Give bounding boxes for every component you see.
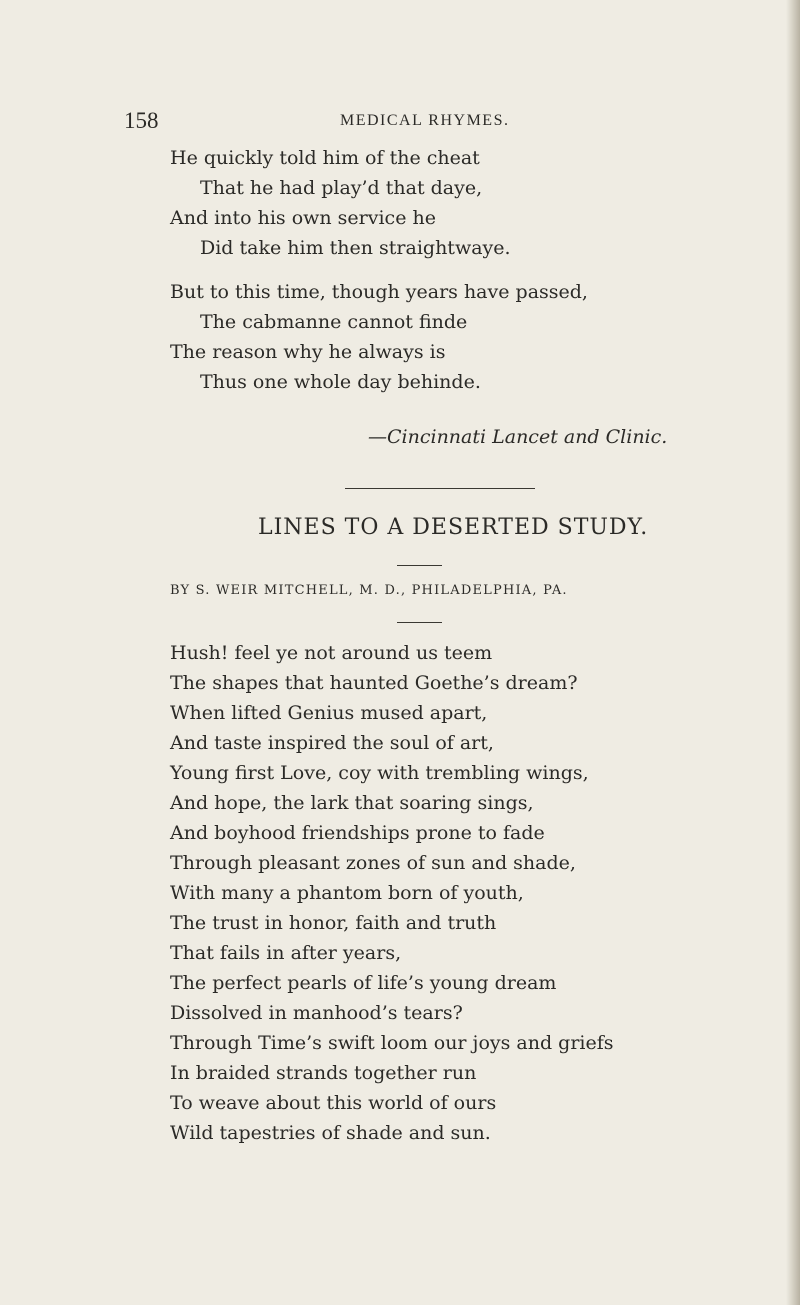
poem-line: Through Time’s swift loom our joys and griefs [170, 1032, 614, 1054]
poem-line: Dissolved in manhood’s tears? [170, 1002, 463, 1024]
poem-line: And hope, the lark that soaring sings, [170, 792, 534, 814]
poem-line: That fails in after years, [170, 942, 402, 964]
poem-line: To weave about this world of ours [170, 1092, 497, 1114]
poem-line: Did take him then straightwaye. [200, 237, 511, 259]
author-byline: BY S. WEIR MITCHELL, M. D., PHILADELPHIA, PA. [170, 583, 568, 598]
poem-line: Through pleasant zones of sun and shade, [170, 852, 576, 874]
poem-line: But to this time, though years have passed, [170, 281, 588, 303]
poem-line: The cabmanne cannot finde [200, 311, 468, 333]
poem-line: Hush! feel ye not around us teem [170, 642, 493, 664]
page-number: 158 [124, 108, 159, 133]
poem-body [170, 638, 614, 1148]
page-edge-shadow [786, 0, 800, 1305]
poem-line: With many a phantom born of youth, [170, 882, 524, 904]
poem-line: In braided strands together run [170, 1062, 477, 1084]
poem-line: Young first Love, coy with trembling wings, [170, 762, 589, 784]
poem-line: That he had play’d that daye, [200, 177, 483, 199]
poem-line: The reason why he always is [170, 341, 446, 363]
poem-line: The shapes that haunted Goethe’s dream? [170, 672, 578, 694]
poem-line: And boyhood friendships prone to fade [170, 822, 545, 844]
poem-line: The perfect pearls of life’s young dream [170, 972, 557, 994]
poem-line: And taste inspired the soul of art, [170, 732, 494, 754]
stanza [170, 277, 588, 397]
stanza [170, 143, 588, 263]
running-title: MEDICAL RHYMES. [340, 112, 510, 129]
poem-fragment [170, 143, 588, 397]
byline-rule [397, 622, 442, 623]
poem-line: He quickly told him of the cheat [170, 147, 480, 169]
poem-line: Thus one whole day behinde. [200, 371, 481, 393]
poem-title: LINES TO A DESERTED STUDY. [258, 515, 649, 540]
poem-line: And into his own service he [170, 207, 436, 229]
page-header [124, 108, 684, 138]
title-rule [397, 565, 442, 566]
poem-line: Wild tapestries of shade and sun. [170, 1122, 491, 1144]
source-attribution: —Cincinnati Lancet and Clinic. [368, 426, 668, 448]
section-divider [345, 488, 535, 489]
poem-line: The trust in honor, faith and truth [170, 912, 497, 934]
poem-line: When lifted Genius mused apart, [170, 702, 488, 724]
